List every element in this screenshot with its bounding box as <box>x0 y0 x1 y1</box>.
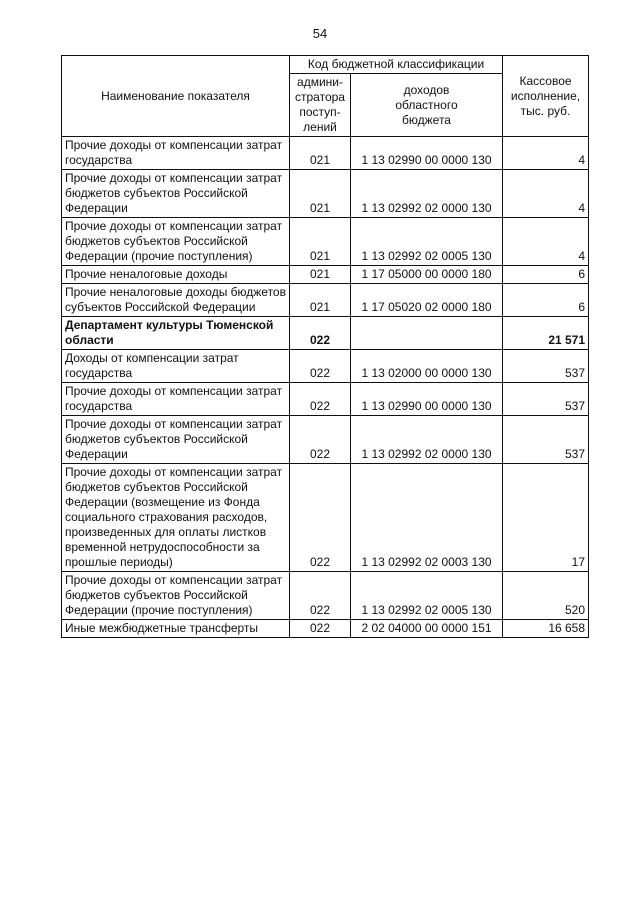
table-header <box>62 56 589 137</box>
row-name: Департамент культуры Тюменской области <box>62 317 290 350</box>
budget-table <box>61 55 589 638</box>
row-admin-code: 021 <box>290 284 351 317</box>
row-income-code: 1 13 02990 00 0000 130 <box>351 383 503 416</box>
row-name: Прочие доходы от компенсации затрат государства <box>62 137 290 170</box>
row-name: Прочие доходы от компенсации затрат бюджетов субъектов Российской Федерации (возмещение из Фонда социального страхования расходов, произведенных для оплаты листков временной нетрудоспособности за прошлые периоды) <box>62 464 290 572</box>
row-name: Прочие доходы от компенсации затрат бюджетов субъектов Российской Федерации <box>62 170 290 218</box>
column-header-name: Наименование показателя <box>62 56 290 137</box>
row-admin-code: 022 <box>290 620 351 638</box>
row-income-code: 1 13 02000 00 0000 130 <box>351 350 503 383</box>
row-amount: 4 <box>503 170 589 218</box>
row-amount: 21 571 <box>503 317 589 350</box>
row-admin-code: 021 <box>290 266 351 284</box>
row-income-code: 1 13 02992 02 0005 130 <box>351 572 503 620</box>
table-row <box>62 170 589 218</box>
row-admin-code: 022 <box>290 464 351 572</box>
column-header-income: доходов областного бюджета <box>351 74 503 137</box>
row-admin-code: 022 <box>290 317 351 350</box>
row-admin-code: 022 <box>290 350 351 383</box>
row-income-code: 1 13 02992 02 0000 130 <box>351 170 503 218</box>
table-row <box>62 218 589 266</box>
table-row <box>62 350 589 383</box>
table-row <box>62 620 589 638</box>
table-row <box>62 383 589 416</box>
row-name: Прочие доходы от компенсации затрат бюджетов субъектов Российской Федерации (прочие поступления) <box>62 218 290 266</box>
row-admin-code: 021 <box>290 218 351 266</box>
row-name: Прочие доходы от компенсации затрат бюджетов субъектов Российской Федерации <box>62 416 290 464</box>
row-income-code: 1 13 02992 02 0003 130 <box>351 464 503 572</box>
column-header-code-group: Код бюджетной классификации <box>290 56 503 74</box>
row-amount: 4 <box>503 218 589 266</box>
table-row <box>62 317 589 350</box>
row-name: Иные межбюджетные трансферты <box>62 620 290 638</box>
row-income-code: 1 17 05000 00 0000 180 <box>351 266 503 284</box>
row-income-code: 1 13 02990 00 0000 130 <box>351 137 503 170</box>
table-row <box>62 464 589 572</box>
row-name: Прочие неналоговые доходы бюджетов субъектов Российской Федерации <box>62 284 290 317</box>
row-name: Прочие доходы от компенсации затрат бюджетов субъектов Российской Федерации (прочие поступления) <box>62 572 290 620</box>
column-header-admin: админи- стратора поступ- лений <box>290 74 351 137</box>
row-amount: 17 <box>503 464 589 572</box>
column-header-amount: Кассовое исполнение, тыс. руб. <box>503 56 589 137</box>
table-row <box>62 284 589 317</box>
table-row <box>62 266 589 284</box>
row-amount: 537 <box>503 350 589 383</box>
row-name: Прочие доходы от компенсации затрат государства <box>62 383 290 416</box>
row-admin-code: 022 <box>290 416 351 464</box>
table-row <box>62 416 589 464</box>
row-amount: 520 <box>503 572 589 620</box>
row-income-code <box>351 317 503 350</box>
row-amount: 16 658 <box>503 620 589 638</box>
row-admin-code: 021 <box>290 137 351 170</box>
row-income-code: 1 13 02992 02 0000 130 <box>351 416 503 464</box>
row-amount: 4 <box>503 137 589 170</box>
row-amount: 6 <box>503 284 589 317</box>
page-number: 54 <box>312 26 328 41</box>
row-amount: 6 <box>503 266 589 284</box>
table-row <box>62 572 589 620</box>
row-admin-code: 022 <box>290 572 351 620</box>
row-name: Доходы от компенсации затрат государства <box>62 350 290 383</box>
table-body <box>62 137 589 638</box>
row-admin-code: 022 <box>290 383 351 416</box>
row-name: Прочие неналоговые доходы <box>62 266 290 284</box>
row-amount: 537 <box>503 416 589 464</box>
row-amount: 537 <box>503 383 589 416</box>
row-admin-code: 021 <box>290 170 351 218</box>
row-income-code: 1 17 05020 02 0000 180 <box>351 284 503 317</box>
row-income-code: 1 13 02992 02 0005 130 <box>351 218 503 266</box>
row-income-code: 2 02 04000 00 0000 151 <box>351 620 503 638</box>
table-row <box>62 137 589 170</box>
